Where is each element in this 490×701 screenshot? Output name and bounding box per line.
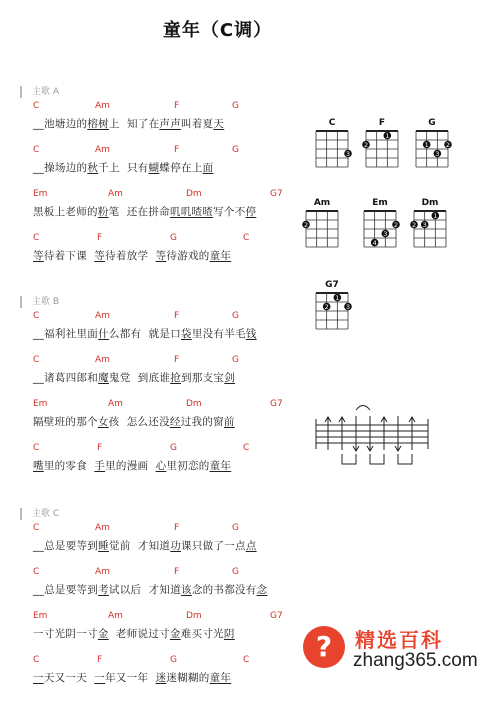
- chord-label: G: [170, 655, 177, 665]
- song-title: 童年（C调）: [162, 20, 273, 41]
- lyric-segment: 课只做了一点: [181, 540, 246, 552]
- lyric-segment: 睡: [98, 540, 109, 552]
- chord-label: C: [33, 655, 40, 665]
- finger-number: 1: [433, 211, 438, 220]
- lyric-segment: 金: [97, 628, 109, 640]
- chord-label: F: [174, 355, 180, 365]
- finger-number: 2: [303, 220, 309, 229]
- chord-diagram-name: G: [428, 118, 436, 128]
- lyric-segment: 待游戏的: [166, 250, 210, 262]
- lyric-segment: 秋: [87, 162, 99, 174]
- lyric-segment: 金: [169, 628, 181, 640]
- chord-label: F: [97, 655, 103, 665]
- fretboard-grid: [362, 210, 398, 250]
- lyric-segment: 声声: [159, 118, 182, 130]
- chord-label: G: [232, 355, 239, 365]
- chord-label: G7: [270, 611, 283, 621]
- lyric-segment: 一寸光阴一寸: [33, 628, 98, 640]
- chord-label: F: [174, 567, 180, 577]
- lyric-segment: 叽叽喳喳: [169, 206, 214, 218]
- chord-label: F: [174, 311, 180, 321]
- lyric-segment: 粉: [97, 206, 109, 218]
- lyric-segment: 年又一年: [105, 672, 156, 684]
- section-label: 主歌 A: [20, 86, 59, 98]
- chord-label: G: [170, 233, 177, 243]
- lyric-segment: 袋: [181, 328, 192, 340]
- lyric-segment: 经: [169, 416, 181, 428]
- fretboard-grid: [314, 292, 350, 332]
- lyric-segment: 难买寸光: [180, 628, 224, 640]
- lyric-segment: 手: [94, 460, 106, 472]
- strum-pattern: [312, 398, 432, 473]
- fretboard-grid: [364, 130, 400, 170]
- chord-label: Em: [33, 399, 48, 409]
- chord-label: G: [232, 523, 239, 533]
- chord-label: Dm: [186, 399, 202, 409]
- lyric-segment: 么都有 就是口: [108, 328, 181, 340]
- chord-diagram-name: Am: [313, 198, 331, 208]
- chord-label: C: [33, 443, 40, 453]
- lyric-segment: 写个不: [213, 206, 246, 218]
- lyric-segment: 念的书都没有: [191, 584, 257, 596]
- chord-label: G: [170, 443, 177, 453]
- lyric-line: [33, 671, 231, 685]
- lyric-segment: 停: [245, 206, 257, 218]
- lyric-segment: 里的零食: [43, 460, 95, 472]
- lyric-segment: 面: [202, 162, 214, 174]
- lyric-segment: 隔壁班的那个: [33, 416, 98, 428]
- logo-brand-text: 精选百科: [355, 628, 443, 652]
- lyric-line: [33, 459, 231, 473]
- chord-label: G: [232, 145, 239, 155]
- lyric-segment: 里初恋的: [166, 460, 210, 472]
- chord-label: C: [243, 233, 250, 243]
- finger-number: 3: [345, 149, 351, 158]
- lyric-segment: 上 知了在: [108, 118, 160, 130]
- chord-label: Em: [33, 611, 48, 621]
- finger-number: 1: [385, 131, 390, 140]
- chord-label: Am: [95, 145, 110, 155]
- chord-label: F: [97, 233, 103, 243]
- chord-diagram-name: C: [328, 118, 336, 128]
- chord-diagram: [411, 198, 446, 246]
- lyric-segment: 天: [213, 118, 225, 130]
- lyric-segment: 考: [98, 584, 109, 596]
- finger-number: 2: [324, 302, 329, 311]
- finger-number: 1: [424, 140, 429, 149]
- chord-diagram: [363, 118, 398, 166]
- chord-label: C: [33, 355, 40, 365]
- lyric-segment: __总是要等到: [33, 540, 99, 552]
- finger-number: 3: [345, 302, 351, 311]
- chord-label: F: [97, 443, 103, 453]
- lyric-segment: 抢: [170, 372, 182, 384]
- chord-label: F: [174, 101, 180, 111]
- lyric-segment: 念: [256, 584, 268, 596]
- lyric-segment: 鬼党 到底谁: [108, 372, 171, 384]
- chord-diagram: [303, 198, 338, 246]
- lyric-segment: 等: [33, 250, 44, 262]
- lyric-line: [33, 161, 213, 175]
- chord-label: C: [33, 311, 40, 321]
- lyric-segment: 迷: [155, 672, 167, 684]
- chord-label: C: [243, 655, 250, 665]
- lyric-segment: 待着放学: [105, 250, 156, 262]
- lyric-segment: 待着下课: [43, 250, 95, 262]
- chord-diagram: [364, 198, 399, 247]
- chord-label: C: [33, 145, 40, 155]
- lyric-segment: 觉前 才知道: [108, 540, 171, 552]
- chord-diagram-name: G7: [325, 280, 339, 290]
- lyric-segment: 前: [223, 416, 235, 428]
- lyric-segment: 里没有半毛: [191, 328, 246, 340]
- lyric-segment: 到那支宝: [181, 372, 225, 384]
- chord-label: Dm: [186, 611, 202, 621]
- lyric-line: [33, 415, 235, 429]
- lyric-segment: __总是要等到: [33, 584, 99, 596]
- lyric-segment: 等: [94, 250, 106, 262]
- chord-label: Am: [95, 311, 110, 321]
- lyric-segment: 心: [155, 460, 167, 472]
- chord-diagram-name: Dm: [421, 198, 439, 208]
- finger-number: 3: [383, 229, 388, 238]
- chord-label: C: [33, 233, 40, 243]
- site-logo: ? 精选百科 zhang365.com: [303, 622, 488, 677]
- lyric-segment: 榕树: [87, 118, 109, 130]
- lyric-segment: __诸葛四郎和: [33, 372, 99, 384]
- lyric-segment: 过我的窗: [180, 416, 224, 428]
- finger-number: 4: [372, 238, 377, 247]
- lyric-segment: 叫着夏: [181, 118, 214, 130]
- lyric-line: [33, 539, 257, 553]
- finger-number: 3: [435, 149, 440, 158]
- lyric-line: [33, 249, 231, 263]
- lyric-segment: 魔: [98, 372, 109, 384]
- lyric-segment: 嘴: [33, 460, 44, 472]
- lyric-line: [33, 117, 224, 131]
- finger-number: 2: [445, 140, 451, 149]
- finger-number: 2: [411, 220, 417, 229]
- chord-label: Am: [108, 189, 123, 199]
- section-label: 主歌 B: [20, 296, 59, 308]
- finger-number: 3: [422, 220, 427, 229]
- chord-diagram-name: Em: [372, 198, 388, 208]
- chord-label: Am: [95, 101, 110, 111]
- lyric-line: [33, 627, 235, 641]
- lyric-segment: 剑: [224, 372, 236, 384]
- lyric-segment: 该: [181, 584, 192, 596]
- lyric-segment: __福利社里面: [33, 328, 99, 340]
- chord-diagram: [316, 118, 351, 166]
- chord-label: G7: [270, 399, 283, 409]
- finger-number: 1: [335, 293, 340, 302]
- chord-label: Am: [108, 399, 123, 409]
- lyric-segment: 蝶停在上: [159, 162, 203, 174]
- chord-label: C: [33, 523, 40, 533]
- lyric-line: [33, 205, 256, 219]
- logo-url: zhang365.com: [353, 650, 478, 671]
- chord-label: G: [232, 567, 239, 577]
- lyric-segment: 笔 还在拼命: [108, 206, 170, 218]
- lyric-segment: 黑板上老师的: [33, 206, 98, 218]
- finger-number: 2: [393, 220, 399, 229]
- fretboard-grid: [314, 130, 350, 170]
- chord-label: C: [33, 567, 40, 577]
- lyric-line: [33, 371, 235, 385]
- lyric-segment: 老师说过寸: [108, 628, 170, 640]
- lyric-segment: 童年: [209, 460, 232, 472]
- lyric-line: [33, 327, 257, 341]
- lyric-segment: 点: [245, 540, 257, 552]
- lyric-segment: 天又一天: [43, 672, 95, 684]
- lyric-segment: 千上 只有: [98, 162, 149, 174]
- lyric-segment: 试以后 才知道: [108, 584, 181, 596]
- lyric-segment: 孩 怎么还没: [108, 416, 170, 428]
- lyric-segment: 迷糊糊的: [166, 672, 210, 684]
- lyric-segment: 童年: [209, 672, 232, 684]
- chord-label: Dm: [186, 189, 202, 199]
- lyric-segment: 阴: [223, 628, 235, 640]
- lyric-segment: 等: [155, 250, 167, 262]
- chord-label: F: [174, 523, 180, 533]
- lyric-segment: 女: [97, 416, 109, 428]
- chord-label: Am: [95, 523, 110, 533]
- lyric-segment: __池塘边的: [33, 118, 88, 130]
- fretboard-grid: [414, 130, 450, 170]
- section-label: 主歌 C: [20, 508, 59, 520]
- chord-label: C: [33, 101, 40, 111]
- fretboard-grid: [412, 210, 448, 250]
- chord-diagram: [416, 118, 451, 166]
- chord-label: F: [174, 145, 180, 155]
- chord-label: C: [243, 443, 250, 453]
- fretboard-grid: [304, 210, 340, 250]
- chord-label: Am: [95, 355, 110, 365]
- chord-label: Em: [33, 189, 48, 199]
- lyric-segment: __操场边的: [33, 162, 88, 174]
- chord-label: G: [232, 311, 239, 321]
- chord-label: Am: [95, 567, 110, 577]
- lyric-line: [33, 583, 267, 597]
- lyric-segment: 童年: [209, 250, 232, 262]
- chord-diagram: [316, 280, 351, 328]
- chord-label: G: [232, 101, 239, 111]
- lyric-segment: 钱: [245, 328, 257, 340]
- lyric-segment: 什: [98, 328, 109, 340]
- lyric-segment: 一: [33, 672, 44, 684]
- chord-label: G7: [270, 189, 283, 199]
- chord-diagram-name: F: [378, 118, 386, 128]
- chord-label: Am: [108, 611, 123, 621]
- finger-number: 2: [363, 140, 369, 149]
- lyric-segment: 蝴: [148, 162, 160, 174]
- lyric-segment: 一: [94, 672, 106, 684]
- lyric-segment: 功: [170, 540, 182, 552]
- lyric-segment: 里的漫画: [105, 460, 156, 472]
